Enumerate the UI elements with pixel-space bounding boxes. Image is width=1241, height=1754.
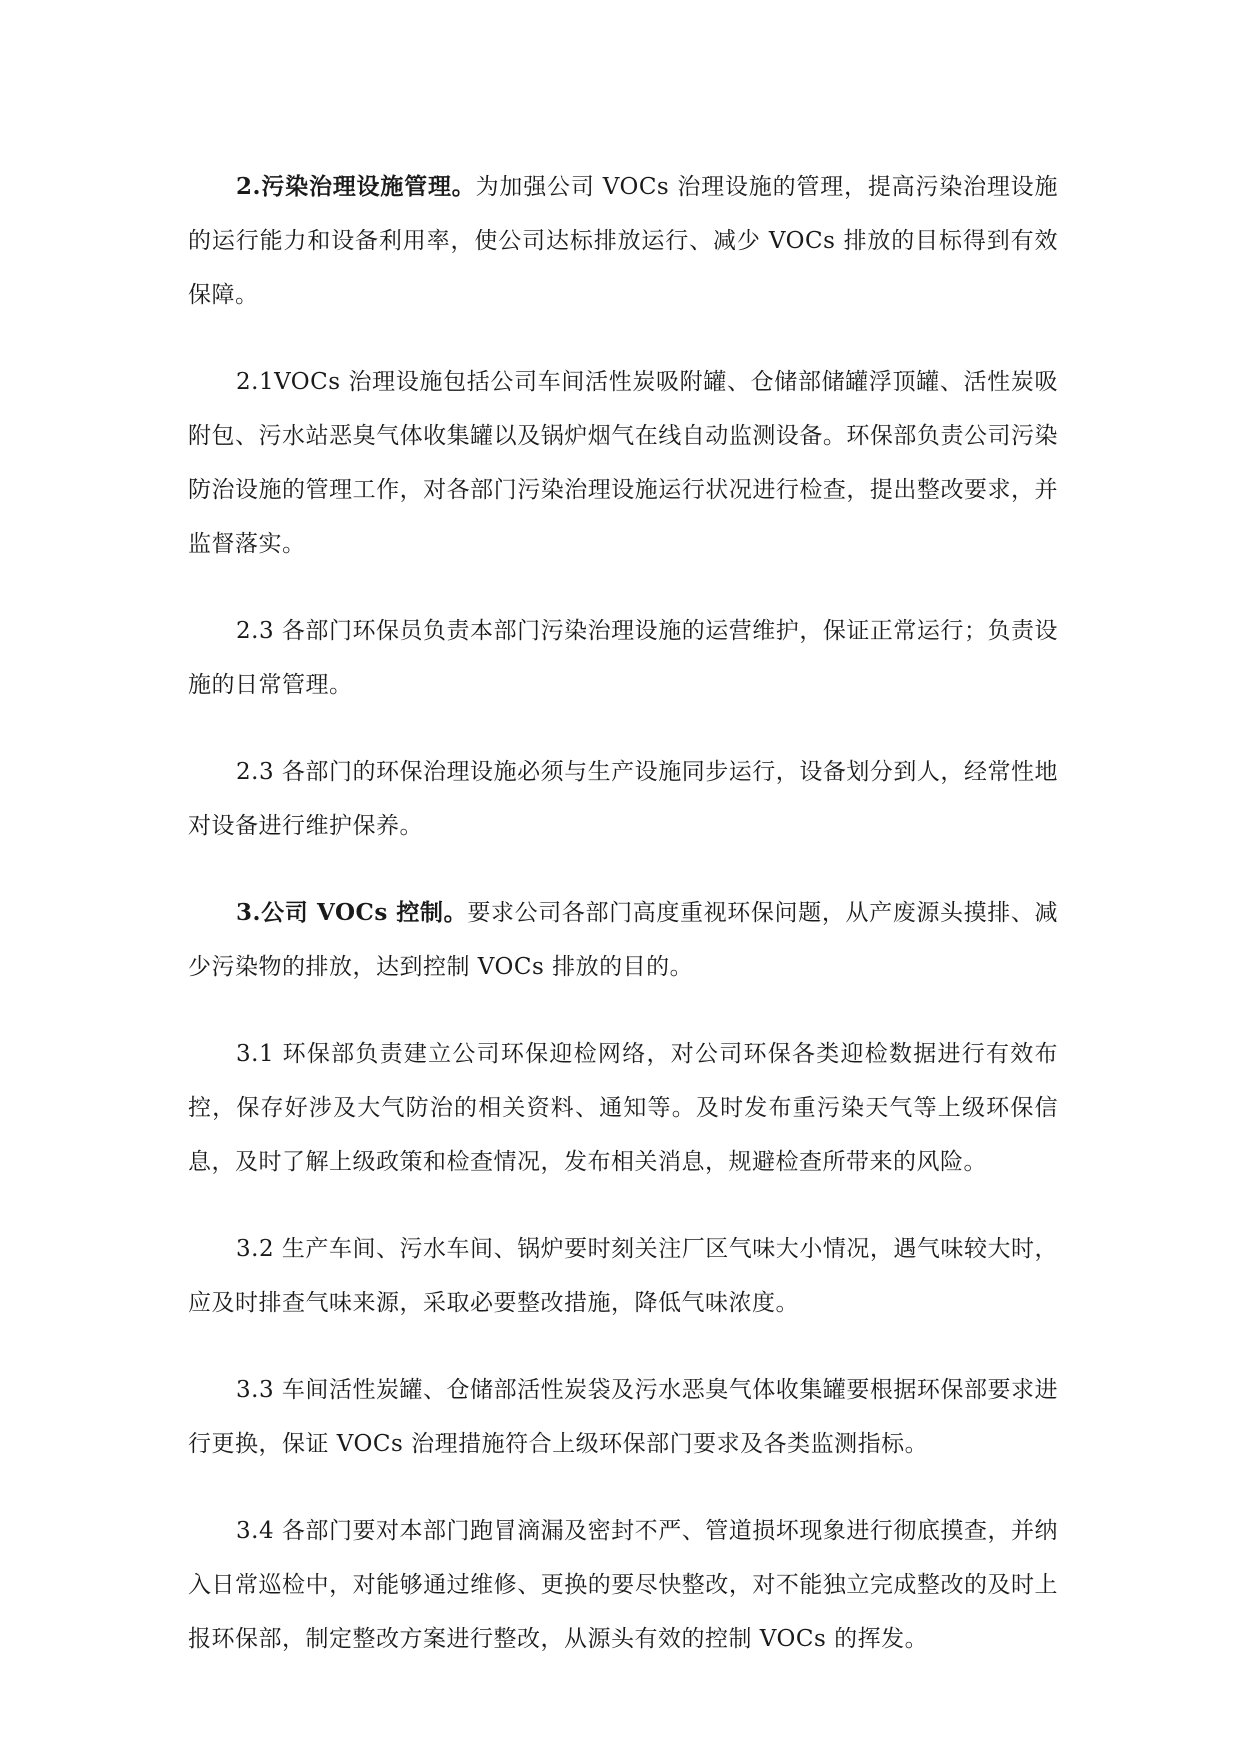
paragraph-text: 2.3 各部门的环保治理设施必须与生产设施同步运行，设备划分到人，经常性地对设备进行维护保养。 [188,759,1058,839]
paragraph-2-3b [188,745,1058,853]
paragraph-3-2 [188,1222,1058,1330]
paragraph-3 [188,886,1058,994]
document-page [188,160,1058,1699]
paragraph-text: 3.1 环保部负责建立公司环保迎检网络，对公司环保各类迎检数据进行有效布控，保存好涉及大气防治的相关资料、通知等。及时发布重污染天气等上级环保信息，及时了解上级政策和检查情况，发布相关消息，规避检查所带来的风险。 [188,1041,1058,1175]
paragraph-text: 3.2 生产车间、污水车间、锅炉要时刻关注厂区气味大小情况，遇气味较大时，应及时排查气味来源，采取必要整改措施，降低气味浓度。 [188,1236,1058,1316]
paragraph-text: 2.3 各部门环保员负责本部门污染治理设施的运营维护，保证正常运行；负责设施的日常管理。 [188,618,1058,698]
paragraph-text: 3.3 车间活性炭罐、仓储部活性炭袋及污水恶臭气体收集罐要根据环保部要求进行更换，保证 VOCs 治理措施符合上级环保部门要求及各类监测指标。 [188,1377,1058,1457]
paragraph-3-3 [188,1363,1058,1471]
paragraph-3-4 [188,1504,1058,1666]
paragraph-3-1 [188,1027,1058,1189]
paragraph-2 [188,160,1058,322]
paragraph-text: 要求公司各部门高度重视环保问题，从产废源头摸排、减少污染物的排放，达到控制 VOCs 排放的目的。 [188,900,1059,980]
section-heading-3: 3.公司 VOCs 控制。 [236,899,468,926]
paragraph-text: 2.1VOCs 治理设施包括公司车间活性炭吸附罐、仓储部储罐浮顶罐、活性炭吸附包、污水站恶臭气体收集罐以及锅炉烟气在线自动监测设备。环保部负责公司污染防治设施的管理工作，对各部门污染治理设施运行状况进行检查，提出整改要求，并监督落实。 [188,369,1058,557]
paragraph-2-1 [188,355,1058,571]
paragraph-text: 为加强公司 VOCs 治理设施的管理，提高污染治理设施的运行能力和设备利用率，使公司达标排放运行、减少 VOCs 排放的目标得到有效保障。 [188,174,1058,308]
paragraph-text: 3.4 各部门要对本部门跑冒滴漏及密封不严、管道损坏现象进行彻底摸查，并纳入日常巡检中，对能够通过维修、更换的要尽快整改，对不能独立完成整改的及时上报环保部，制定整改方案进行整改，从源头有效的控制 VOCs 的挥发。 [188,1518,1058,1652]
paragraph-2-3a [188,604,1058,712]
section-heading-2: 2.污染治理设施管理。 [236,173,476,200]
